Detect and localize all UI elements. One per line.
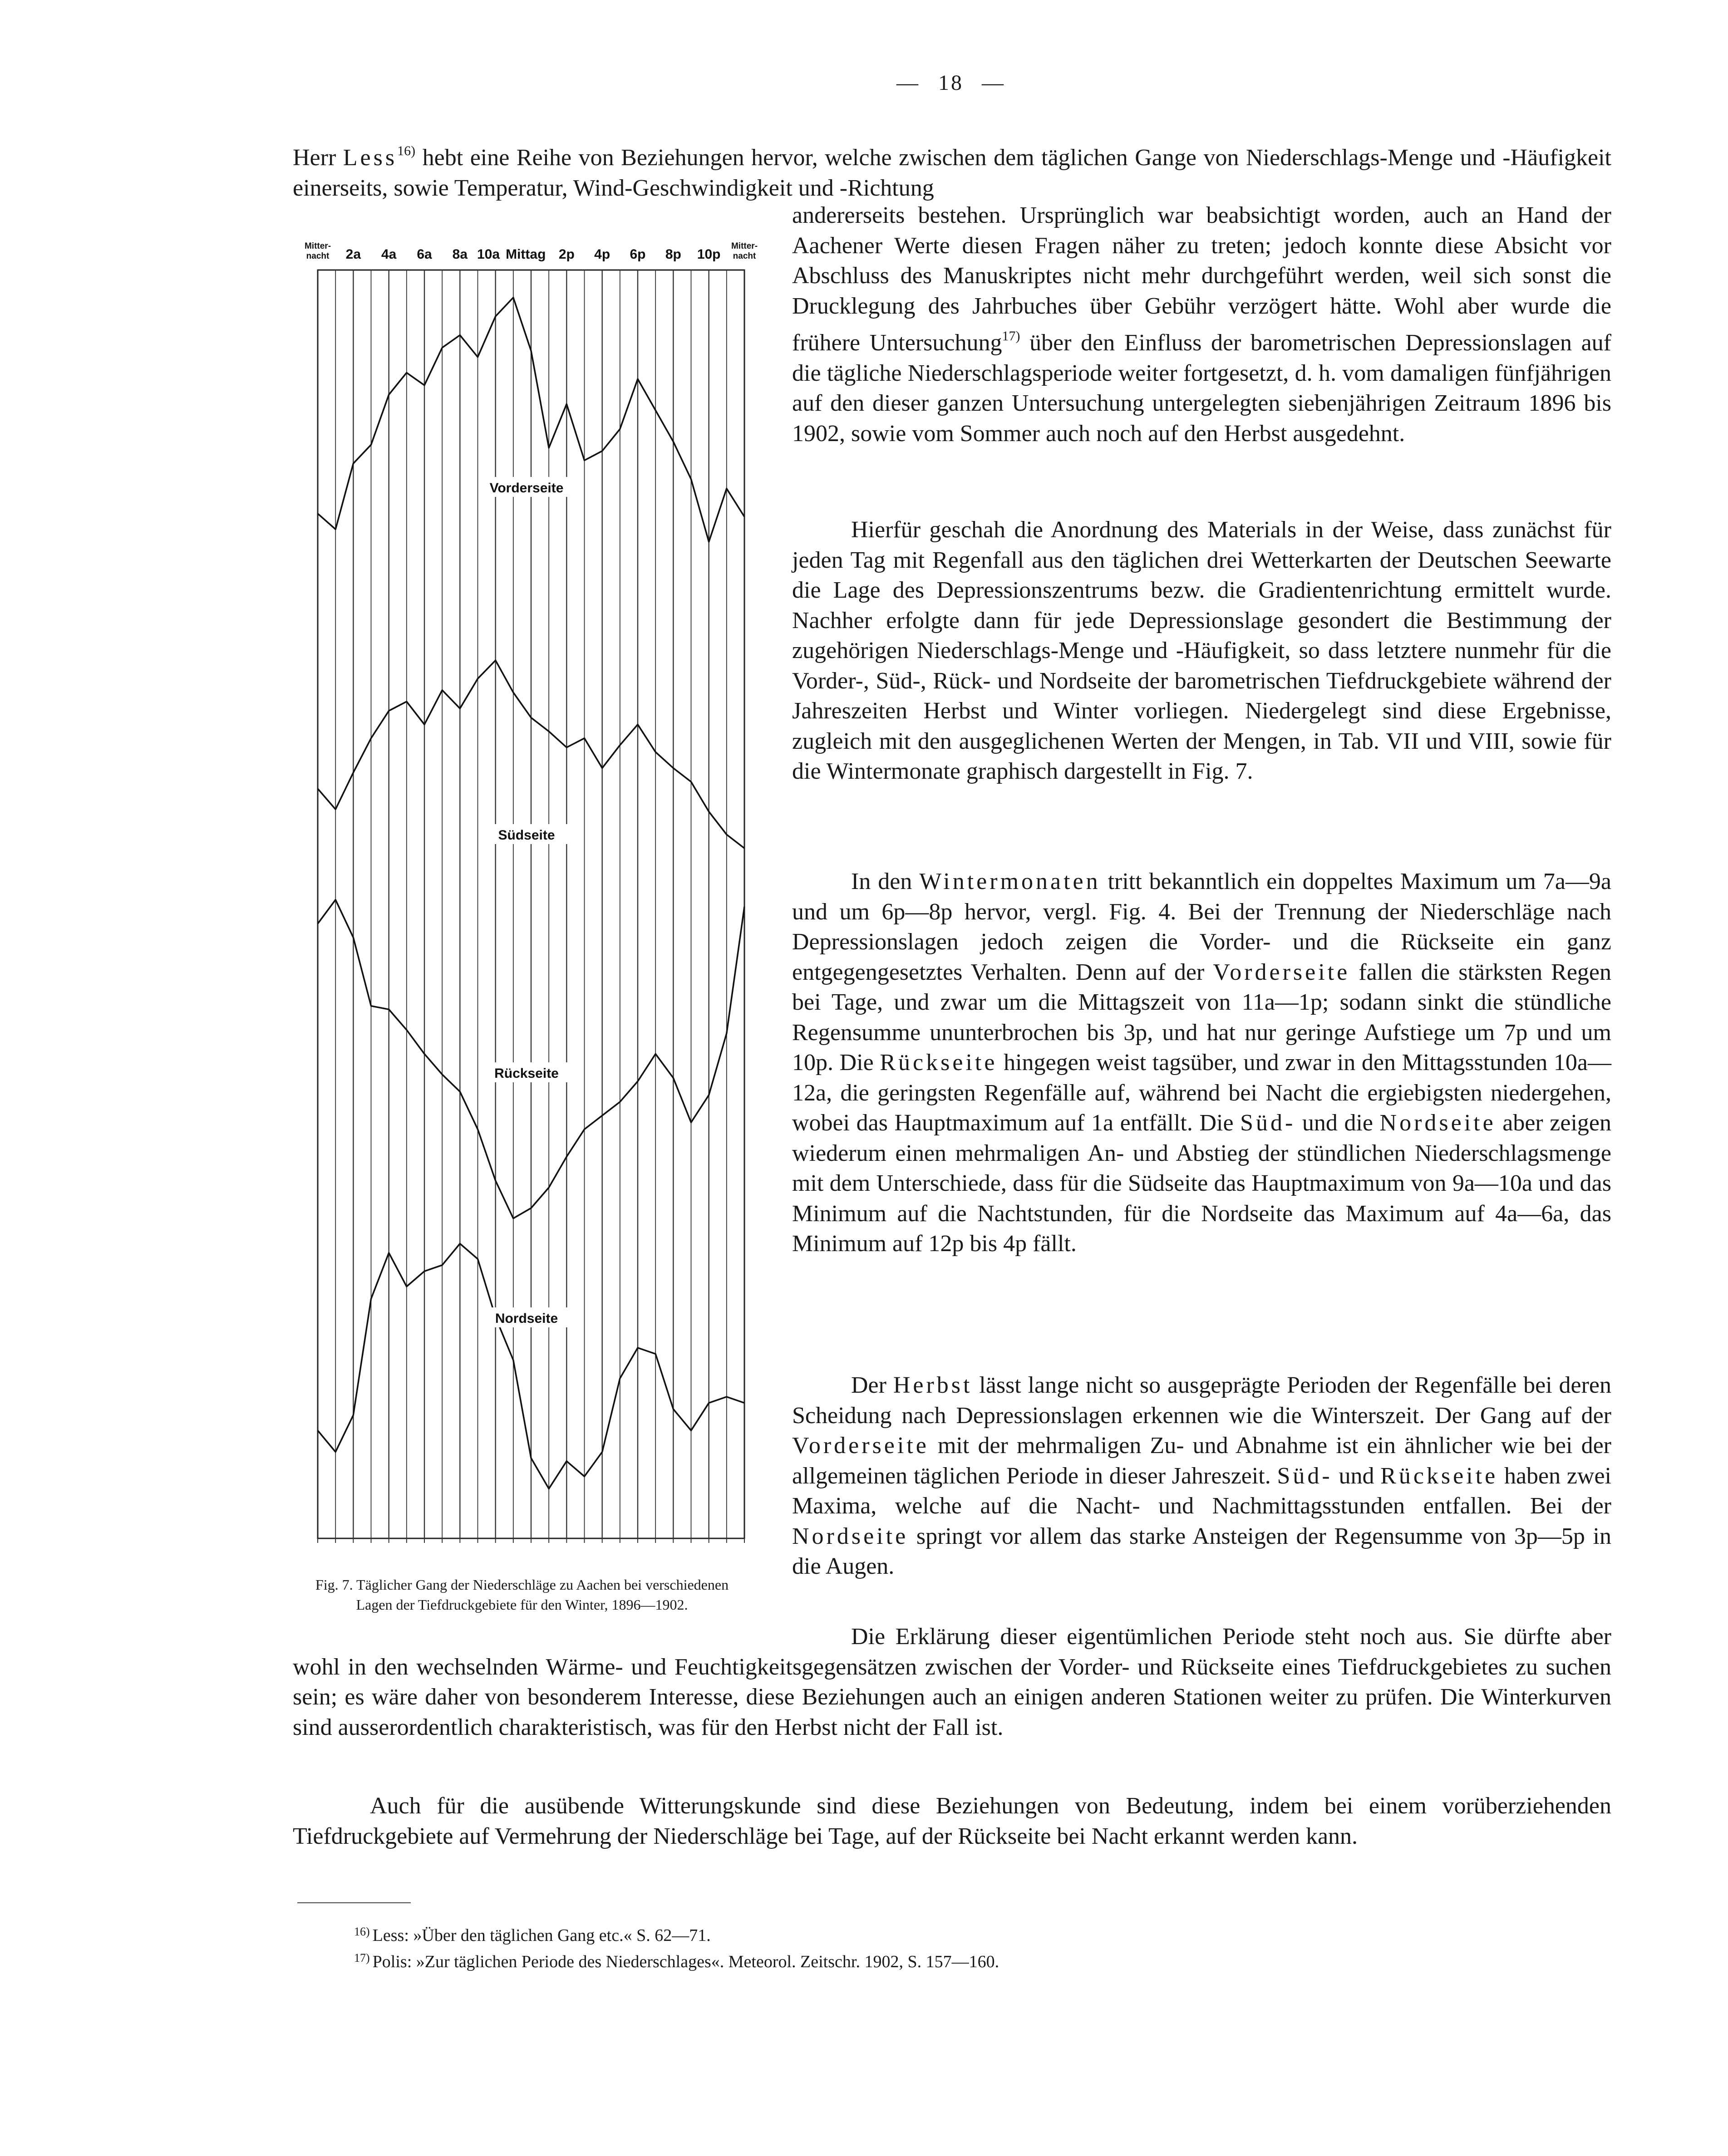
author-name-less: Less: [343, 145, 398, 171]
page-number-dash-right: —: [982, 71, 1005, 95]
paragraph-column-3: [792, 867, 1611, 1259]
x-tick-label: 6p: [630, 247, 646, 262]
term-sued-herbst: Süd-: [1277, 1463, 1333, 1489]
intro-text-after: hebt eine Reihe von Beziehungen hervor, welche zwischen dem täglichen Gange von Niederschlags-Menge und -Häufigkeit einerseits, sowie Temperatur, Wind-Geschwindigkeit und -Richtung: [293, 145, 1611, 201]
chart-grid: [318, 270, 744, 1543]
series-label-südseite: Südseite: [498, 828, 555, 843]
figure-caption: Fig. 7. Täglicher Gang der Niederschläge zu Aachen bei verschiedenen Lagen der Tiefdruckgebiete für den Winter, 1896—1902.: [315, 1576, 729, 1613]
footnote-17-number: 17): [354, 1951, 370, 1964]
column-3-text-b: tritt bekanntlich ein doppeltes Maximum um 7a—9a und um 6p—8p hervor, vergl. Fig. 4. Bei der Trennung der Niederschläge nach Depressionslagen jedoch zeigen die Vorder- und die Rückseite ein ganz entgegengesetztes Verhalten. Denn auf der: [792, 869, 1611, 985]
page-number-value: 18: [938, 71, 964, 95]
column-3-text-c: fallen die stärksten Regen bei Tage, und zwar um die Mittagszeit von 11a—1p; sodann sinkt die stündliche Regensumme ununterbrochen bis 3p, und hat nur geringe Aufstiege um 7p und um 10p. Die: [792, 959, 1611, 1076]
x-tick-label: 2p: [558, 247, 575, 262]
footnote-16: [354, 1920, 711, 1947]
x-tick-label: 10p: [697, 247, 721, 262]
footnote-ref-17: 17): [1002, 329, 1020, 344]
term-vorderseite-herbst: Vorderseite: [792, 1433, 929, 1459]
x-tick-label: 4a: [381, 247, 397, 262]
paragraph-conclusion-2: Auch für die ausübende Witterungskunde sind diese Beziehungen von Bedeutung, indem bei einem vorüberziehenden Tiefdruckgebiete auf Vermehrung der Niederschläge bei Tage, auf der Rückseite bei Nacht erkannt werden kann.: [293, 1793, 1611, 1849]
footnote-divider: [297, 1902, 411, 1903]
series-label-rückseite: Rückseite: [494, 1066, 559, 1081]
intro-text-before: Herr: [293, 145, 343, 171]
column-3-text-e: und die: [1295, 1110, 1380, 1136]
x-tick-label: 8a: [452, 247, 468, 262]
paragraph-column-2: Hierfür geschah die Anordnung des Materials in der Weise, dass zunächst für jeden Tag mit Regenfall aus den täglichen drei Wetterkarten der Deutschen Seewarte die Lage des Depressionszentrums bezw. die Gradientenrichtung ermittelt wurde. Nachher erfolgte dann für jede Depressionslage gesondert die Bestimmung der zugehörigen Niederschlags-Menge und -Häufigkeit, so dass letztere nunmehr für die Vorder-, Süd-, Rück- und Nordseite der barometrischen Tiefdruckgebiete während der Jahreszeiten Herbst und Winter vorliegen. Niedergelegt sind diese Ergebnisse, zugleich mit den ausgeglichenen Werten der Mengen, in Tab. VII und VIII, sowie für die Wintermonate graphisch dargestellt in Fig. 7.: [792, 517, 1611, 784]
paragraph-conclusion-1: Die Erklärung dieser eigentümlichen Periode steht noch aus. Sie dürfte aber wohl in den wechselnden Wärme- und Feuchtigkeitsgegensätzen zwischen der Vorder- und Rückseite eines Tiefdruckgebietes zu suchen sein; es wäre daher von besonderem Interesse, diese Beziehungen auch an einigen anderen Stationen weiter zu prüfen. Die Winterkurven sind ausserordentlich charakteristisch, was für den Herbst nicht der Fall ist.: [293, 1624, 1611, 1740]
x-tick-label: 10a: [477, 247, 500, 262]
x-tick-label: 4p: [594, 247, 610, 262]
column-4-text-c: mit der mehrmaligen Zu- und Abnahme ist ein ähnlicher wie bei der allgemeinen täglichen Periode in dieser Jahreszeit.: [792, 1433, 1611, 1489]
column-3-text-d: hingegen weist tagsüber, und zwar in den Mittagsstunden 10a—12a, die geringsten Regenfälle auf, während bei Nacht die ergiebigsten niedergehen, wobei das Hauptmaximum auf 1a entfällt. Die: [792, 1050, 1611, 1136]
footnote-16-number: 16): [354, 1925, 370, 1938]
footnote-17-text: Polis: »Zur täglichen Periode des Niederschlages«. Meteorol. Zeitschr. 1902, S. 157—160.: [372, 1952, 999, 1971]
paragraph-column-4: [792, 1370, 1611, 1582]
term-herbst: Herbst: [893, 1372, 973, 1398]
page-number-dash-left: —: [896, 71, 920, 95]
x-tick-labels: [305, 241, 758, 262]
footnote-ref-16: 16): [397, 143, 416, 158]
x-tick-label: Mittag: [506, 247, 546, 262]
figure-7: [286, 236, 758, 1643]
column-4-text-e: haben zwei Maxima, welche auf die Nacht- und Nachmittagsstunden entfallen. Bei der: [792, 1463, 1611, 1519]
x-tick-label: 6a: [417, 247, 432, 262]
x-tick-label: nacht: [733, 251, 756, 261]
footnote-17: [354, 1947, 999, 1973]
x-tick-label: 8p: [665, 247, 681, 262]
series-label-nordseite: Nordseite: [495, 1311, 558, 1326]
column-1-text-a: andererseits bestehen. Ursprünglich war beabsichtigt worden, auch an Hand der Aachener Werte diesen Fragen näher zu treten; jedoch konnte diese Absicht vor Abschluss des Manuskriptes nicht mehr durchgeführt werden, weil sich sonst die Drucklegung des Jahrbuches über Gebühr verzögert hätte. Wohl aber wurde die frühere Untersuchung: [792, 202, 1611, 356]
footnote-16-text: Less: »Über den täglichen Gang etc.« S. 62—71.: [372, 1926, 711, 1945]
term-rueckseite-herbst: Rückseite: [1380, 1463, 1498, 1489]
term-nordseite: Nordseite: [1379, 1110, 1496, 1136]
paragraph-intro: [293, 136, 1611, 203]
column-4-text-a: Der: [851, 1372, 893, 1398]
page-number: [842, 70, 1060, 95]
x-tick-label: 2a: [345, 247, 361, 262]
column-3-text-a: In den: [851, 869, 920, 894]
column-1-text-b: über den Einfluss der barometrischen Depressionslagen auf die tägliche Niederschlagsperiode weiter fortgesetzt, d. h. vom damaligen fünfjährigen auf den dieser ganzen Untersuchung untergelegten siebenjährigen Zeitraum 1896 bis 1902, sowie vom Sommer auch noch auf den Herbst ausgedehnt.: [792, 330, 1611, 447]
term-nordseite-herbst: Nordseite: [792, 1523, 909, 1549]
column-4-text-b: lässt lange nicht so ausgeprägte Perioden der Regenfälle bei deren Scheidung nach Depressionslagen erkennen wie die Winterszeit. Der Gang auf der: [792, 1372, 1612, 1429]
x-tick-label: Mitter-: [304, 241, 331, 251]
term-sued: Süd-: [1240, 1110, 1296, 1136]
series-label-vorderseite: Vorderseite: [489, 481, 564, 496]
column-4-text-f: springt vor allem das starke Ansteigen der Regensumme von 3p—5p in die Augen.: [792, 1523, 1611, 1579]
chart-svg: [286, 236, 758, 1570]
column-3-text-f: aber zeigen wiederum einen mehrmaligen An- und Abstieg der stündlichen Niederschlagsmenge mit dem Unterschiede, dass für die Südseite das Hauptmaximum von 9a—10a und das Minimum auf die Nachtstunden, für die Nordseite das Maximum auf 4a—6a, das Minimum auf 12p bis 4p fällt.: [792, 1110, 1611, 1257]
paragraph-column-1: [792, 201, 1611, 449]
term-vorderseite: Vorderseite: [1213, 959, 1350, 985]
series-labels: [483, 477, 570, 1327]
term-wintermonaten: Wintermonaten: [919, 869, 1101, 894]
term-rueckseite: Rückseite: [880, 1050, 998, 1076]
x-tick-label: nacht: [306, 251, 330, 261]
x-tick-label: Mitter-: [731, 241, 758, 251]
column-4-text-d: und: [1332, 1463, 1381, 1489]
